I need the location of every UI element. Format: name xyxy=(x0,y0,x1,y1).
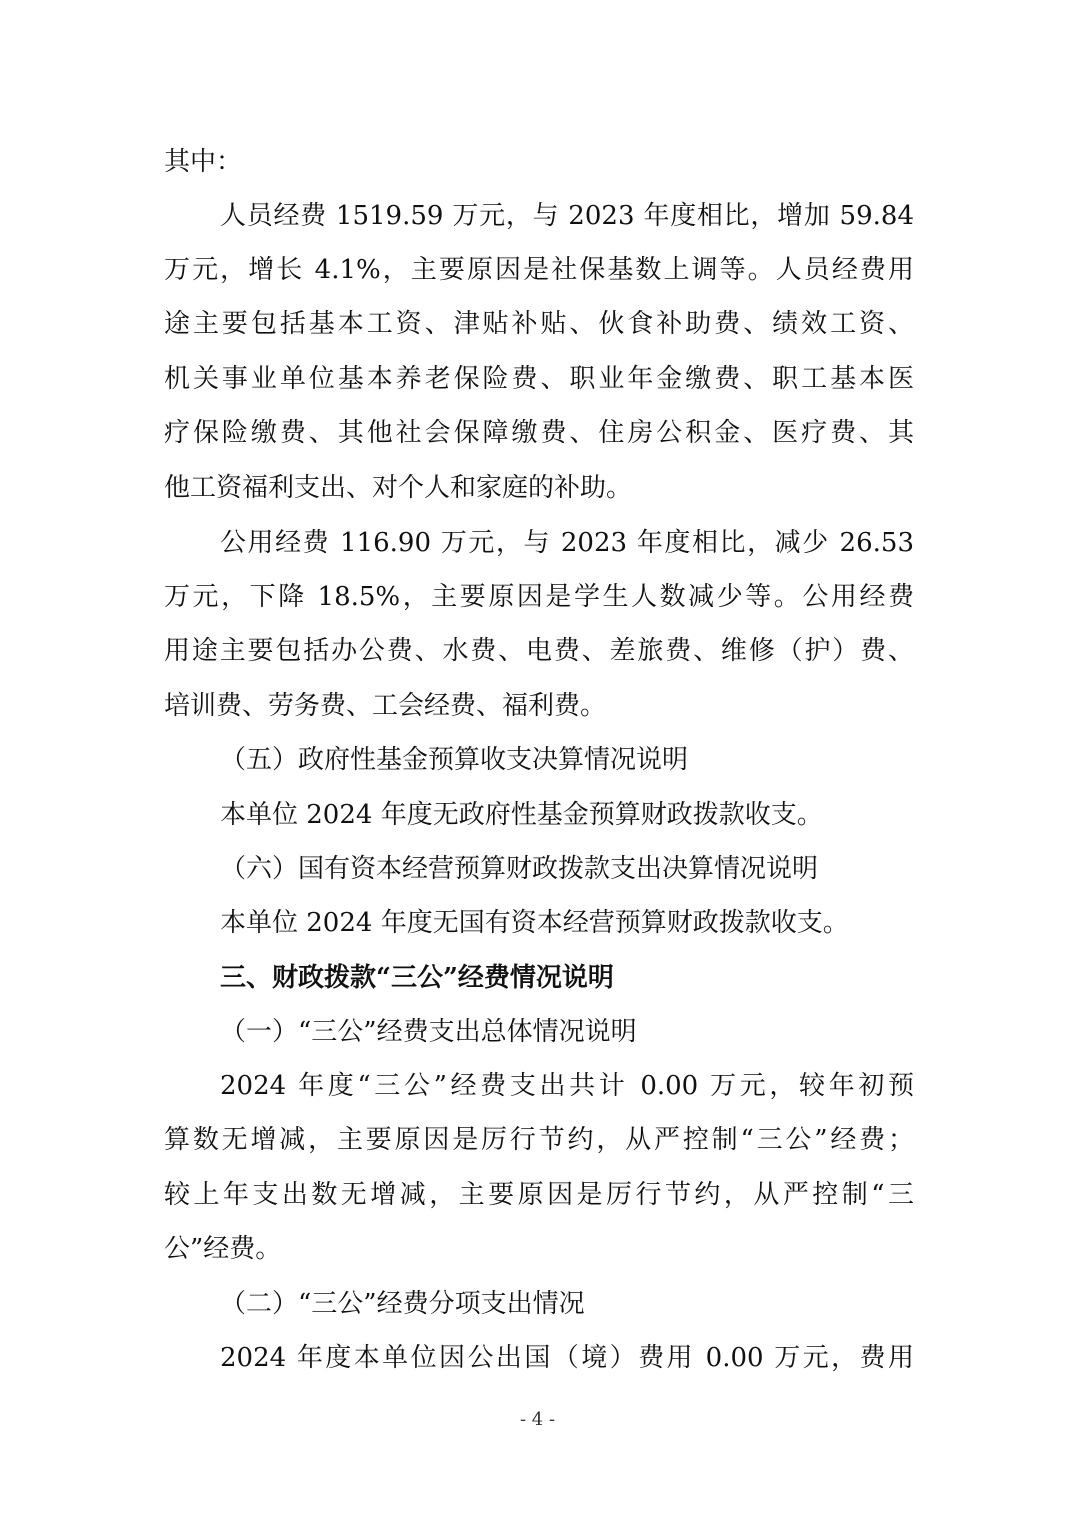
text-line: 途主要包括基本工资、津贴补贴、伙食补助费、绩效工资、 xyxy=(164,309,914,339)
text-line: 本单位 2024 年度无国有资本经营预算财政拨款收支。 xyxy=(220,908,849,938)
section-heading: （五）政府性基金预算收支决算情况说明 xyxy=(220,745,689,775)
text-line: 人员经费 1519.59 万元，与 2023 年度相比，增加 59.84 xyxy=(220,201,914,231)
text-line: 用途主要包括办公费、水费、电费、差旅费、维修（护）费、 xyxy=(164,636,914,666)
text-line: 公用经费 116.90 万元，与 2023 年度相比，减少 26.53 xyxy=(220,528,914,558)
text-line: 公”经费。 xyxy=(164,1234,282,1264)
text-line: 其中： xyxy=(164,147,243,177)
text-line: 疗保险缴费、其他社会保障缴费、住房公积金、医疗费、其 xyxy=(164,418,914,448)
chapter-heading: 三、财政拨款“三公”经费情况说明 xyxy=(220,963,614,993)
section-heading: （二）“三公”经费分项支出情况 xyxy=(220,1289,585,1319)
text-line: 他工资福利支出、对个人和家庭的补助。 xyxy=(164,473,633,503)
section-heading: （一）“三公”经费支出总体情况说明 xyxy=(220,1017,637,1047)
text-line: 机关事业单位基本养老保险费、职业年金缴费、职工基本医 xyxy=(164,364,914,394)
text-line: 万元，增长 4.1%，主要原因是社保基数上调等。人员经费用 xyxy=(164,255,914,285)
text-line: 2024 年度“三公”经费支出共计 0.00 万元，较年初预 xyxy=(220,1071,914,1101)
section-heading: （六）国有资本经营预算财政拨款支出决算情况说明 xyxy=(220,854,819,884)
text-line: 本单位 2024 年度无政府性基金预算财政拨款收支。 xyxy=(220,800,823,830)
page-number: - 4 - xyxy=(519,1409,556,1430)
text-line: 万元，下降 18.5%，主要原因是学生人数减少等。公用经费 xyxy=(164,582,914,612)
text-line: 培训费、劳务费、工会经费、福利费。 xyxy=(164,691,607,721)
text-line: 2024 年度本单位因公出国（境）费用 0.00 万元，费用 xyxy=(220,1343,914,1373)
text-line: 较上年支出数无增减，主要原因是厉行节约，从严控制“三 xyxy=(164,1180,914,1210)
text-line: 算数无增减，主要原因是厉行节约，从严控制“三公”经费； xyxy=(164,1125,914,1155)
